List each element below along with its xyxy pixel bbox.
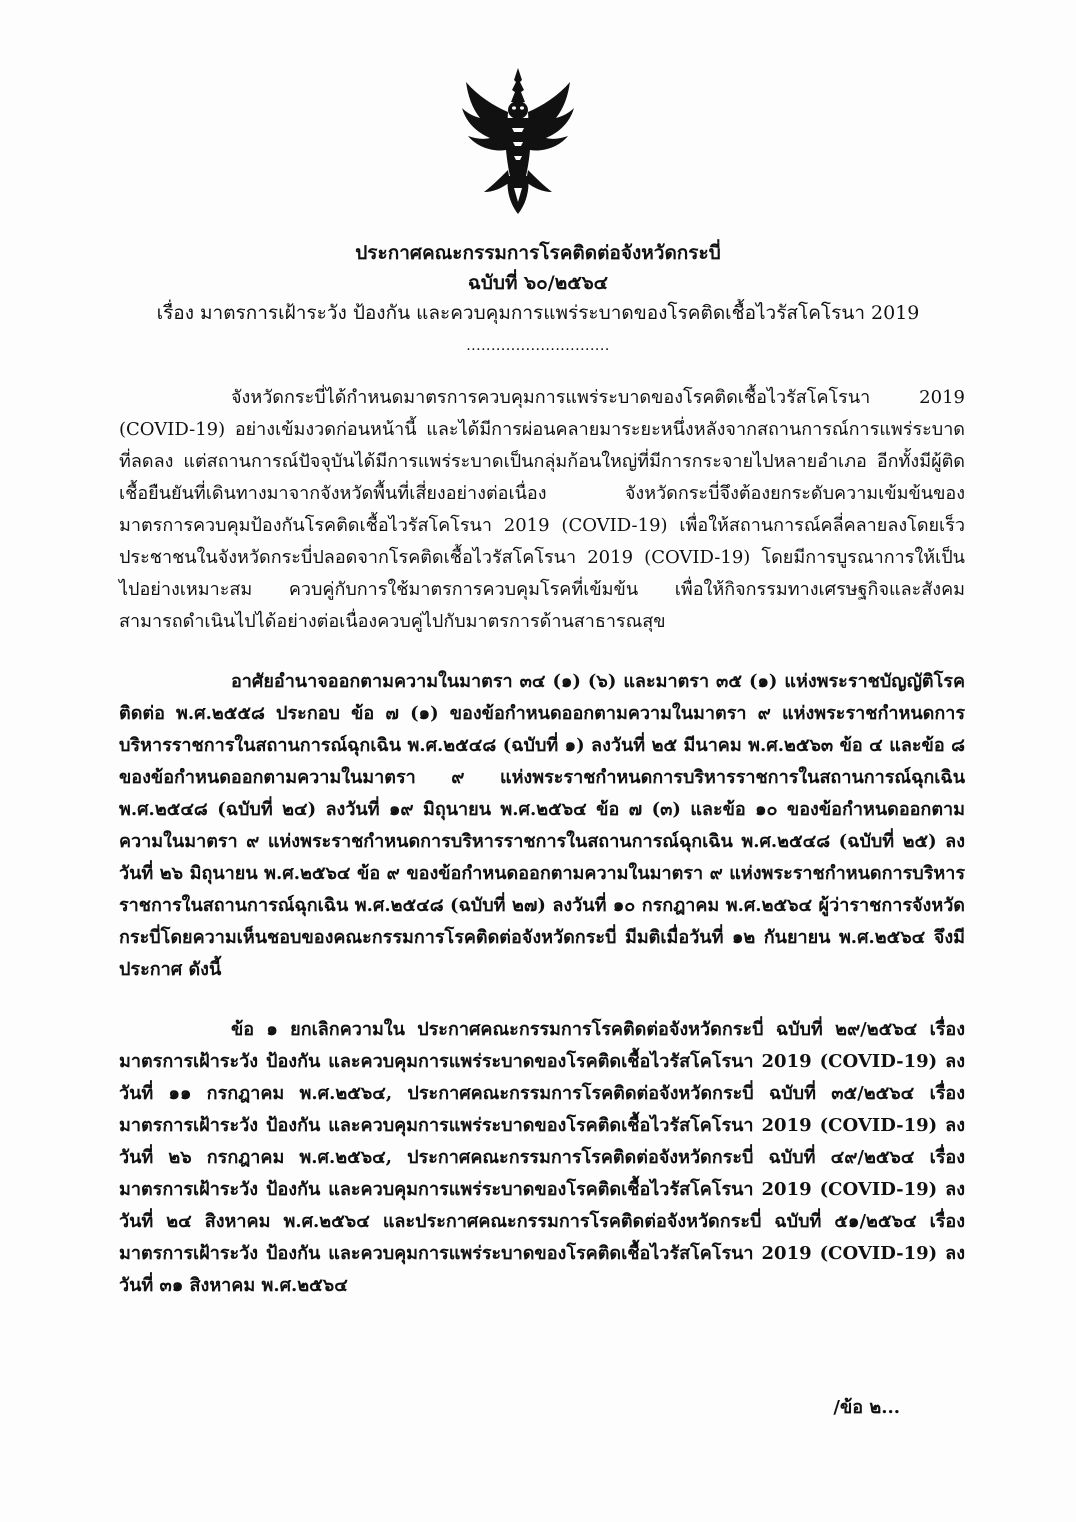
announcement-number: ฉบับที่ ๖๐/๒๕๖๔ [467,272,609,294]
paragraph-clause-1: ข้อ ๑ ยกเลิกความใน ประกาศคณะกรรมการโรคติดต่อจังหวัดกระบี่ ฉบับที่ ๒๙/๒๕๖๔ เรื่อง มาตรการเฝ้าระวัง ป้องกัน และควบคุมการแพร่ระบาดของโรคติดเชื้อไวรัสโคโรนา 2019 (COVID-19) ลงวันที่ ๑๑ กรกฎาคม พ.ศ.๒๕๖๔, ประกาศคณะกรรมการโรคติดต่อจังหวัดกระบี่ ฉบับที่ ๓๕/๒๕๖๔ เรื่อง มาตรการเฝ้าระวัง ป้องกัน และควบคุมการแพร่ระบาดของโรคติดเชื้อไวรัสโคโรนา 2019 (COVID-19) ลงวันที่ ๒๖ กรกฎาคม พ.ศ.๒๕๖๔, ประกาศคณะกรรมการโรคติดต่อจังหวัดกระบี่ ฉบับที่ ๔๙/๒๕๖๔ เรื่อง มาตรการเฝ้าระวัง ป้องกัน และควบคุมการแพร่ระบาดของโรคติดเชื้อไวรัสโคโรนา 2019 (COVID-19) ลงวันที่ ๒๔ สิงหาคม พ.ศ.๒๕๖๔ และประกาศคณะกรรมการโรคติดต่อจังหวัดกระบี่ ฉบับที่ ๕๑/๒๕๖๔ เรื่อง มาตรการเฝ้าระวัง ป้องกัน และควบคุมการแพร่ระบาดของโรคติดเชื้อไวรัสโคโรนา 2019 (COVID-19) ลงวันที่ ๓๑ สิงหาคม พ.ศ.๒๕๖๔ [119,1019,965,1296]
announcement-subject: เรื่อง มาตรการเฝ้าระวัง ป้องกัน และควบคุมการแพร่ระบาดของโรคติดเชื้อไวรัสโคโรนา 2019 [156,302,920,324]
announcement-title: ประกาศคณะกรรมการโรคติดต่อจังหวัดกระบี่ [355,242,721,264]
garuda-emblem-icon [458,66,578,216]
paragraph-legal-authority: อาศัยอำนาจออกตามความในมาตรา ๓๔ (๑) (๖) และมาตรา ๓๕ (๑) แห่งพระราชบัญญัติโรคติดต่อ พ.ศ.๒๕๕๘ ประกอบ ข้อ ๗ (๑) ของข้อกำหนดออกตามความในมาตรา ๙ แห่งพระราชกำหนดการบริหารราชการในสถานการณ์ฉุกเฉิน พ.ศ.๒๕๔๘ (ฉบับที่ ๑) ลงวันที่ ๒๕ มีนาคม พ.ศ.๒๕๖๓ ข้อ ๔ และข้อ ๘ ของข้อกำหนดออกตามความในมาตรา ๙ แห่งพระราชกำหนดการบริหารราชการในสถานการณ์ฉุกเฉิน พ.ศ.๒๕๔๘ (ฉบับที่ ๒๔) ลงวันที่ ๑๙ มิถุนายน พ.ศ.๒๕๖๔ ข้อ ๗ (๓) และข้อ ๑๐ ของข้อกำหนดออกตามความในมาตรา ๙ แห่งพระราชกำหนดการบริหารราชการในสถานการณ์ฉุกเฉิน พ.ศ.๒๕๔๘ (ฉบับที่ ๒๕) ลงวันที่ ๒๖ มิถุนายน พ.ศ.๒๕๖๔ ข้อ ๙ ของข้อกำหนดออกตามความในมาตรา ๙ แห่งพระราชกำหนดการบริหารราชการในสถานการณ์ฉุกเฉิน พ.ศ.๒๕๔๘ (ฉบับที่ ๒๗) ลงวันที่ ๑๐ กรกฎาคม พ.ศ.๒๕๖๔ ผู้ว่าราชการจังหวัดกระบี่โดยความเห็นชอบของคณะกรรมการโรคติดต่อจังหวัดกระบี่ มีมติเมื่อวันที่ ๑๒ กันยายน พ.ศ.๒๕๖๔ จึงมีประกาศ ดังนี้ [119,671,965,980]
paragraph-background: จังหวัดกระบี่ได้กำหนดมาตรการควบคุมการแพร่ระบาดของโรคติดเชื้อไวรัสโคโรนา 2019 (COVID-19) อย่างเข้มงวดก่อนหน้านี้ และได้มีการผ่อนคลายมาระยะหนึ่งหลังจากสถานการณ์การแพร่ระบาดที่ลดลง แต่สถานการณ์ปัจจุบันได้มีการแพร่ระบาดเป็นกลุ่มก้อนใหญ่ที่มีการกระจายไปหลายอำเภอ อีกทั้งมีผู้ติดเชื้อยืนยันที่เดินทางมาจากจังหวัดพื้นที่เสี่ยงอย่างต่อเนื่อง จังหวัดกระบี่จึงต้องยกระดับความเข้มข้นของมาตรการควบคุมป้องกันโรคติดเชื้อไวรัสโคโรนา 2019 (COVID-19) เพื่อให้สถานการณ์คลี่คลายลงโดยเร็ว ประชาชนในจังหวัดกระบี่ปลอดจากโรคติดเชื้อไวรัสโคโรนา 2019 (COVID-19) โดยมีการบูรณาการให้เป็นไปอย่างเหมาะสม ควบคู่กับการใช้มาตรการควบคุมโรคที่เข้มข้น เพื่อให้กิจกรรมทางเศรษฐกิจและสังคมสามารถดำเนินไปได้อย่างต่อเนื่องควบคู่ไปกับมาตรการด้านสาธารณสุข [119,387,965,632]
separator: ............................. [466,338,610,354]
page-continuation: /ข้อ ๒... [833,1397,900,1418]
